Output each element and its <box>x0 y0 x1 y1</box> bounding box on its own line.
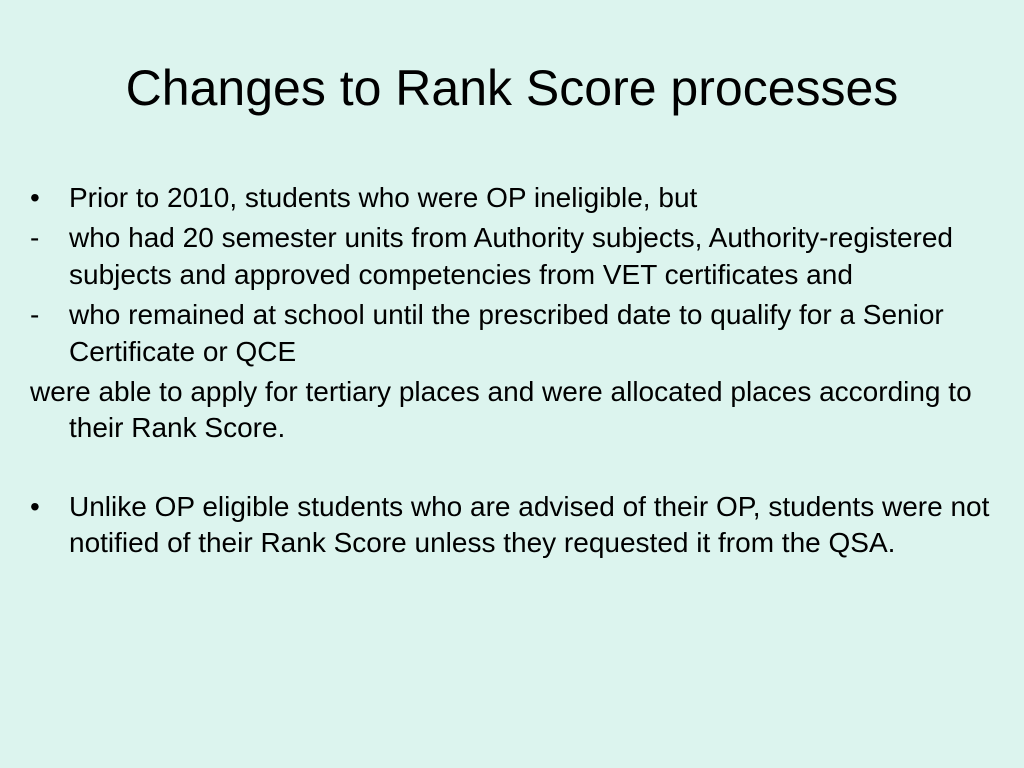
continuation-paragraph: were able to apply for tertiary places and were allocated places according to their Rank Score. <box>30 375 972 444</box>
slide-body <box>30 180 990 566</box>
bullet-text: Unlike OP eligible students who are advised of their OP, students were not notified of their Rank Score unless they requested it from the QSA. <box>69 490 990 559</box>
slide-title: Changes to Rank Score processes <box>125 60 899 116</box>
bullet-text: Prior to 2010, students who were OP ineligible, but <box>69 182 698 213</box>
dash-text: who remained at school until the prescribed date to qualify for a Senior Certificate or QCE <box>69 299 944 367</box>
dash-item <box>30 297 990 370</box>
dash-item <box>30 220 990 293</box>
dash-text: who had 20 semester units from Authority subjects, Authority-registered subjects and approved competencies from VET certificates and <box>69 222 953 290</box>
bullet-item <box>30 489 990 562</box>
bullet-marker: • <box>30 490 40 522</box>
bullet-item <box>30 180 990 216</box>
dash-marker: - <box>30 299 40 331</box>
dash-marker: - <box>30 222 40 254</box>
bullet-marker: • <box>30 182 40 213</box>
spacer <box>30 451 990 489</box>
